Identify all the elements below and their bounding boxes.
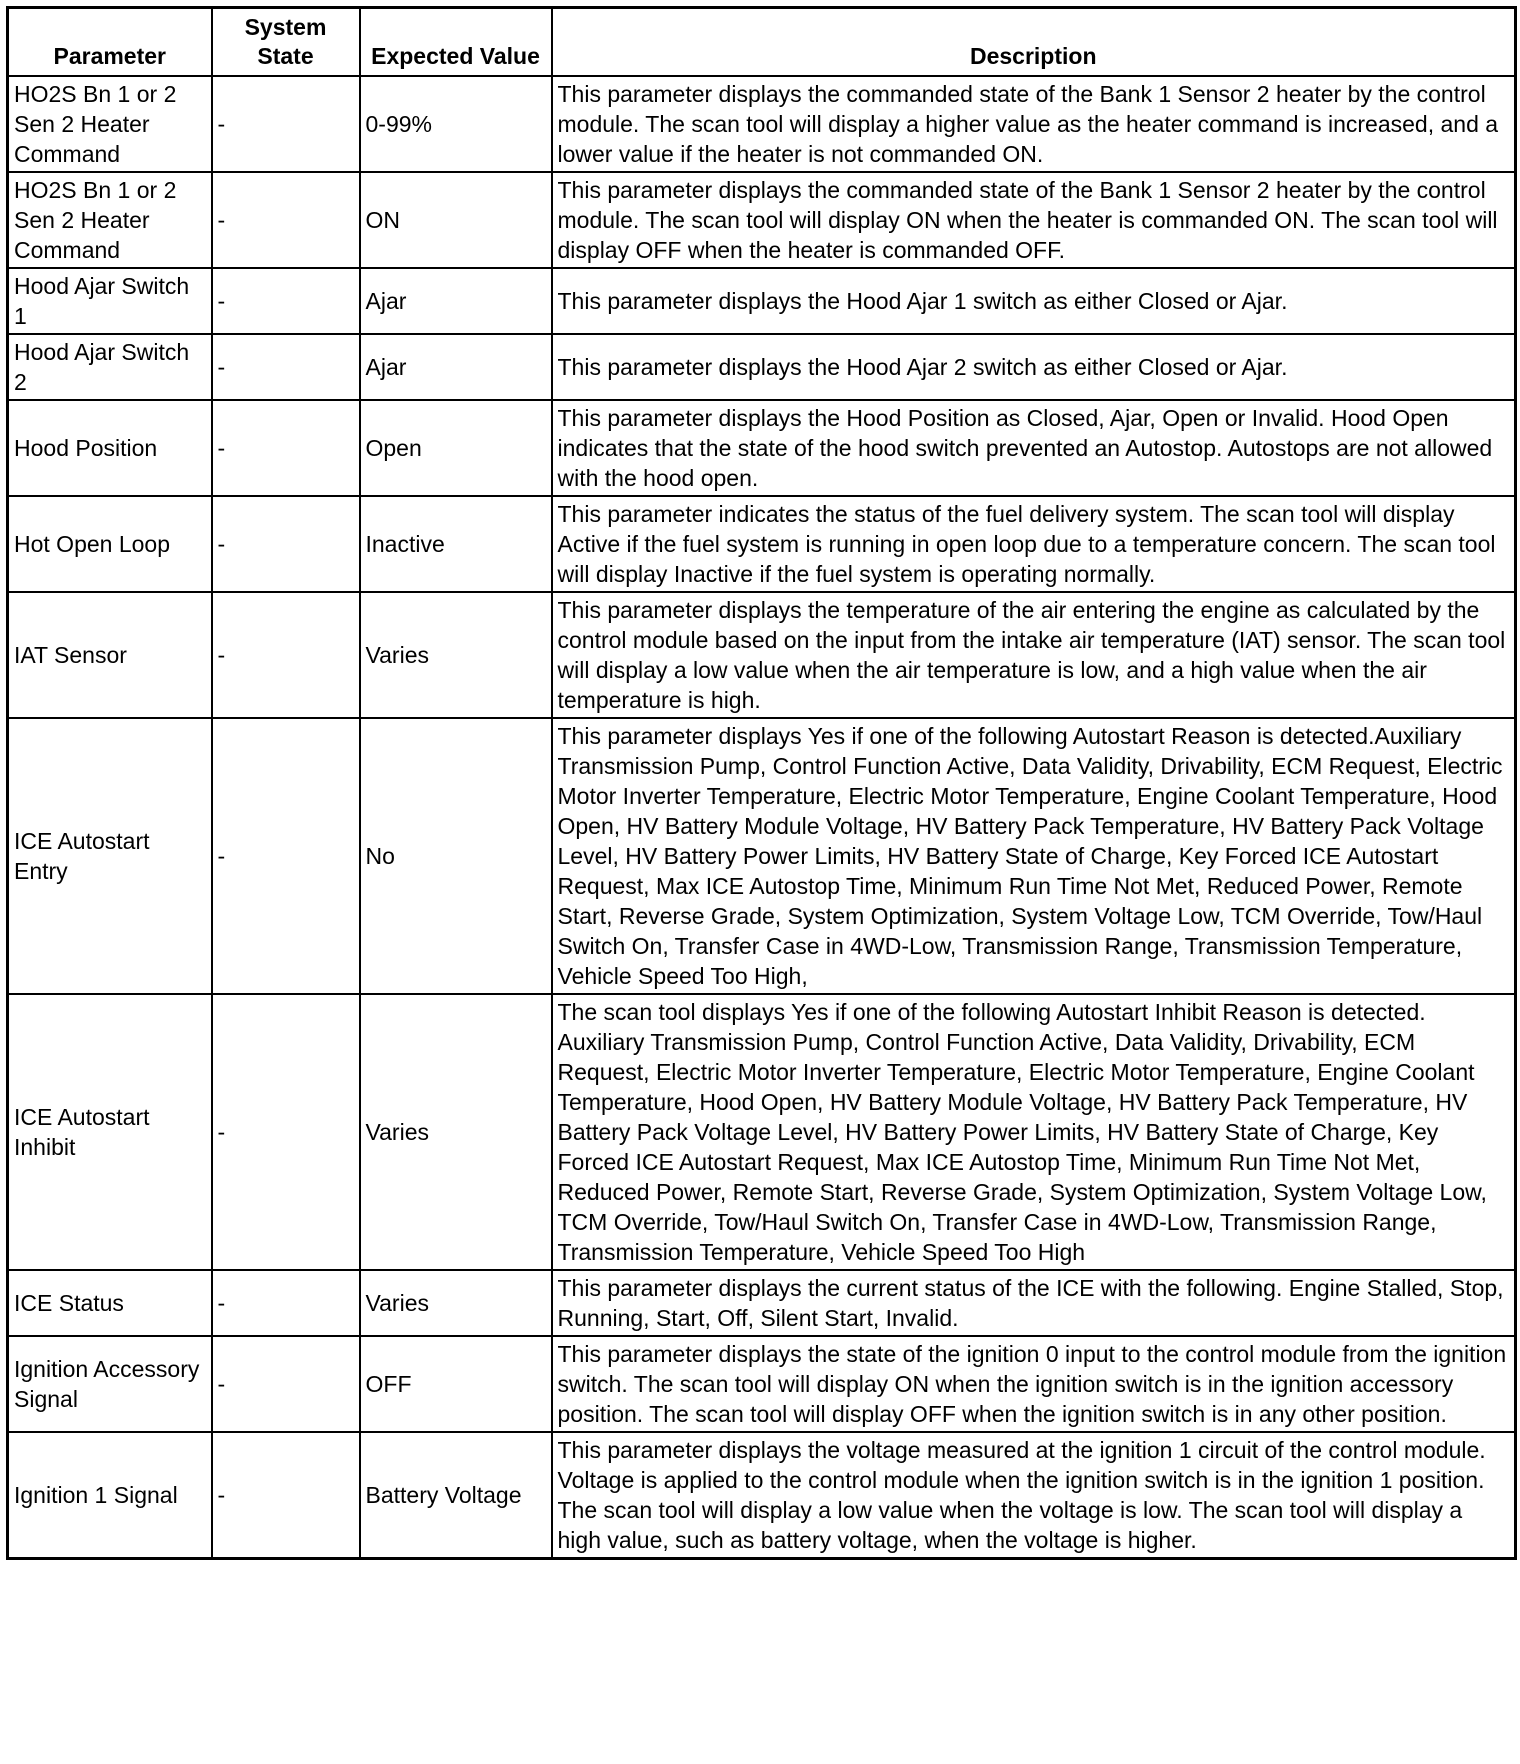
table-row xyxy=(8,1336,1516,1432)
cell-description: This parameter displays the current status of the ICE with the following. Engine Stalled, Stop, Running, Start, Off, Silent Start, Invalid. xyxy=(552,1270,1516,1336)
cell-system-state: - xyxy=(212,718,360,994)
cell-system-state: - xyxy=(212,400,360,496)
cell-expected-value: Varies xyxy=(360,1270,552,1336)
cell-description: This parameter displays the voltage measured at the ignition 1 circuit of the control module. Voltage is applied to the control module when the ignition switch is in the ignition 1 position. The scan tool will display a low value when the voltage is low. The scan tool will display a high value, such as battery voltage, when the voltage is higher. xyxy=(552,1432,1516,1559)
cell-parameter: HO2S Bn 1 or 2 Sen 2 Heater Command xyxy=(8,76,212,172)
cell-description: This parameter displays the Hood Ajar 2 switch as either Closed or Ajar. xyxy=(552,334,1516,400)
table-row xyxy=(8,1432,1516,1559)
table-row xyxy=(8,334,1516,400)
cell-expected-value: Ajar xyxy=(360,268,552,334)
cell-description: This parameter displays the state of the ignition 0 input to the control module from the ignition switch. The scan tool will display ON when the ignition switch is in the ignition accessory position. The scan tool will display OFF when the ignition switch is in any other position. xyxy=(552,1336,1516,1432)
cell-expected-value: Battery Voltage xyxy=(360,1432,552,1559)
cell-description: This parameter displays the Hood Position as Closed, Ajar, Open or Invalid. Hood Open indicates that the state of the hood switch prevented an Autostop. Autostops are not allowed with the hood open. xyxy=(552,400,1516,496)
cell-description: The scan tool displays Yes if one of the following Autostart Inhibit Reason is detected. Auxiliary Transmission Pump, Control Function Active, Data Validity, Drivability, ECM Request, Electric Motor Inverter Temperature, Electric Motor Temperature, Engine Coolant Temperature, Hood Open, HV Battery Module Voltage, HV Battery Pack Temperature, HV Battery Pack Voltage Level, HV Battery Power Limits, HV Battery State of Charge, Key Forced ICE Autostart Request, Max ICE Autostop Time, Minimum Run Time Not Met, Reduced Power, Remote Start, Reverse Grade, System Optimization, System Voltage Low, TCM Override, Tow/Haul Switch On, Transfer Case in 4WD-Low, Transmission Range, Transmission Temperature, Vehicle Speed Too High xyxy=(552,994,1516,1270)
cell-system-state: - xyxy=(212,1270,360,1336)
cell-description: This parameter displays Yes if one of the following Autostart Reason is detected.Auxiliary Transmission Pump, Control Function Active, Data Validity, Drivability, ECM Request, Electric Motor Inverter Temperature, Electric Motor Temperature, Engine Coolant Temperature, Hood Open, HV Battery Module Voltage, HV Battery Pack Temperature, HV Battery Pack Voltage Level, HV Battery Power Limits, HV Battery State of Charge, Key Forced ICE Autostart Request, Max ICE Autostop Time, Minimum Run Time Not Met, Reduced Power, Remote Start, Reverse Grade, System Optimization, System Voltage Low, TCM Override, Tow/Haul Switch On, Transfer Case in 4WD-Low, Transmission Range, Transmission Temperature, Vehicle Speed Too High, xyxy=(552,718,1516,994)
cell-expected-value: ON xyxy=(360,172,552,268)
cell-description: This parameter displays the commanded state of the Bank 1 Sensor 2 heater by the control module. The scan tool will display a higher value as the heater command is increased, and a lower value if the heater is not commanded ON. xyxy=(552,76,1516,172)
header-description: Description xyxy=(552,8,1516,77)
cell-system-state: - xyxy=(212,496,360,592)
table-row xyxy=(8,400,1516,496)
cell-description: This parameter displays the commanded state of the Bank 1 Sensor 2 heater by the control module. The scan tool will display ON when the heater is commanded ON. The scan tool will display OFF when the heater is commanded OFF. xyxy=(552,172,1516,268)
cell-expected-value: Open xyxy=(360,400,552,496)
cell-system-state: - xyxy=(212,1336,360,1432)
cell-expected-value: 0-99% xyxy=(360,76,552,172)
cell-parameter: Hood Position xyxy=(8,400,212,496)
cell-description: This parameter displays the Hood Ajar 1 switch as either Closed or Ajar. xyxy=(552,268,1516,334)
cell-parameter: HO2S Bn 1 or 2 Sen 2 Heater Command xyxy=(8,172,212,268)
cell-description: This parameter indicates the status of the fuel delivery system. The scan tool will display Active if the fuel system is running in open loop due to a temperature concern. The scan tool will display Inactive if the fuel system is operating normally. xyxy=(552,496,1516,592)
cell-description: This parameter displays the temperature of the air entering the engine as calculated by the control module based on the input from the intake air temperature (IAT) sensor. The scan tool will display a low value when the air temperature is low, and a high value when the air temperature is high. xyxy=(552,592,1516,718)
table-row xyxy=(8,592,1516,718)
cell-expected-value: Varies xyxy=(360,994,552,1270)
cell-parameter: Hood Ajar Switch 1 xyxy=(8,268,212,334)
cell-system-state: - xyxy=(212,268,360,334)
cell-system-state: - xyxy=(212,334,360,400)
cell-system-state: - xyxy=(212,994,360,1270)
cell-system-state: - xyxy=(212,172,360,268)
table-row xyxy=(8,172,1516,268)
cell-parameter: Ignition Accessory Signal xyxy=(8,1336,212,1432)
header-system-state: System State xyxy=(212,8,360,77)
document-page xyxy=(6,6,1514,1560)
cell-system-state: - xyxy=(212,1432,360,1559)
cell-parameter: Hot Open Loop xyxy=(8,496,212,592)
table-row xyxy=(8,76,1516,172)
header-expected-value: Expected Value xyxy=(360,8,552,77)
cell-expected-value: No xyxy=(360,718,552,994)
cell-expected-value: Varies xyxy=(360,592,552,718)
cell-expected-value: OFF xyxy=(360,1336,552,1432)
table-row xyxy=(8,496,1516,592)
cell-parameter: Ignition 1 Signal xyxy=(8,1432,212,1559)
cell-system-state: - xyxy=(212,592,360,718)
table-row xyxy=(8,994,1516,1270)
header-parameter: Parameter xyxy=(8,8,212,77)
header-row xyxy=(8,8,1516,77)
cell-parameter: ICE Status xyxy=(8,1270,212,1336)
cell-expected-value: Inactive xyxy=(360,496,552,592)
cell-parameter: ICE Autostart Entry xyxy=(8,718,212,994)
table-row xyxy=(8,718,1516,994)
cell-parameter: ICE Autostart Inhibit xyxy=(8,994,212,1270)
cell-parameter: Hood Ajar Switch 2 xyxy=(8,334,212,400)
cell-parameter: IAT Sensor xyxy=(8,592,212,718)
table-row xyxy=(8,1270,1516,1336)
cell-system-state: - xyxy=(212,76,360,172)
parameter-table xyxy=(6,6,1517,1560)
table-row xyxy=(8,268,1516,334)
cell-expected-value: Ajar xyxy=(360,334,552,400)
